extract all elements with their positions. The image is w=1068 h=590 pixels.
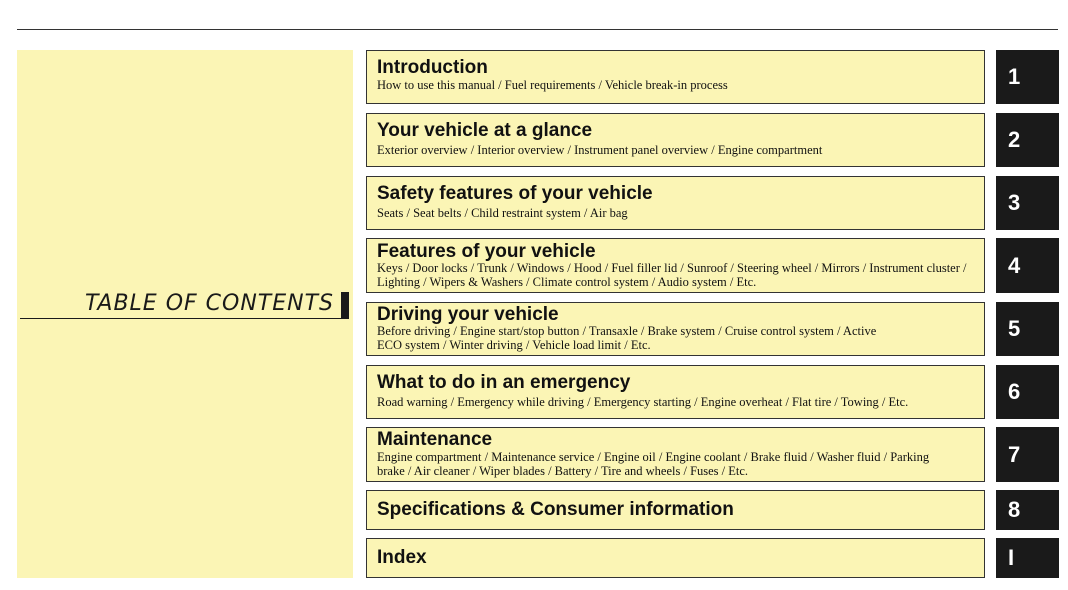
section-description: How to use this manual / Fuel requirements / Vehicle break-in process xyxy=(377,78,728,92)
chapter-number: 5 xyxy=(1008,316,1021,341)
chapter-tab-7[interactable] xyxy=(996,427,1059,482)
chapter-number: I xyxy=(1008,545,1015,570)
section-title: Maintenance xyxy=(377,429,493,450)
section-description: Keys / Door locks / Trunk / Windows / Hood / Fuel filler lid / Sunroof / Steering wheel / Mirrors / Instrument cluster / Lighting / Wipers & Washers / Climate control system / Audio system / Etc. xyxy=(377,261,967,289)
toc-section-emergency[interactable] xyxy=(366,365,985,419)
chapter-tab-6[interactable] xyxy=(996,365,1059,419)
toc-title: TABLE OF CONTENTS xyxy=(84,291,334,316)
chapter-number: 3 xyxy=(1008,190,1021,215)
section-description: Before driving / Engine start/stop button / Transaxle / Brake system / Cruise control system / Active ECO system / Winter driving / Vehicle load limit / Etc. xyxy=(377,324,877,352)
toc-section-maintenance[interactable] xyxy=(366,427,985,482)
chapter-number: 7 xyxy=(1008,441,1021,467)
section-description: Engine compartment / Maintenance service / Engine oil / Engine coolant / Brake fluid / Washer fluid / Parking brake / Air cleaner / Wiper blades / Battery / Tire and wheels / Fuses / Etc. xyxy=(377,450,930,478)
section-title: Index xyxy=(377,547,427,568)
section-description: Exterior overview / Interior overview / Instrument panel overview / Engine compartment xyxy=(377,143,823,157)
chapter-tab-5[interactable] xyxy=(996,302,1059,356)
toc-section-safety-features[interactable] xyxy=(366,176,985,230)
section-title: Safety features of your vehicle xyxy=(377,183,653,204)
section-title: Driving your vehicle xyxy=(377,304,559,325)
toc-section-driving[interactable] xyxy=(366,302,985,356)
section-title: Introduction xyxy=(377,57,488,78)
toc-section-introduction[interactable] xyxy=(366,50,985,104)
chapter-number: 2 xyxy=(1008,127,1021,152)
toc-section-features[interactable] xyxy=(366,238,985,293)
toc-title-bar xyxy=(341,292,349,319)
chapter-tab-1[interactable] xyxy=(996,50,1059,104)
chapter-tab-4[interactable] xyxy=(996,238,1059,293)
section-description: Seats / Seat belts / Child restraint system / Air bag xyxy=(377,206,628,220)
chapter-number: 4 xyxy=(1008,252,1021,278)
section-title: What to do in an emergency xyxy=(377,372,631,393)
chapter-number: 8 xyxy=(1008,497,1021,522)
chapter-number: 6 xyxy=(1008,379,1021,404)
chapter-tab-2[interactable] xyxy=(996,113,1059,167)
section-title: Specifications & Consumer information xyxy=(377,499,734,520)
section-title: Features of your vehicle xyxy=(377,241,596,262)
chapter-tab-index[interactable] xyxy=(996,538,1059,578)
section-title: Your vehicle at a glance xyxy=(377,120,593,141)
toc-section-index[interactable] xyxy=(366,538,985,578)
section-description: Road warning / Emergency while driving / Emergency starting / Engine overheat / Flat tire / Towing / Etc. xyxy=(377,395,909,409)
chapter-tab-3[interactable] xyxy=(996,176,1059,230)
chapter-tab-8[interactable] xyxy=(996,490,1059,530)
toc-heading xyxy=(20,292,349,319)
chapter-number: 1 xyxy=(1008,64,1021,89)
toc-section-specifications[interactable] xyxy=(366,490,985,530)
top-rule xyxy=(17,29,1058,30)
toc-section-vehicle-at-a-glance[interactable] xyxy=(366,113,985,167)
